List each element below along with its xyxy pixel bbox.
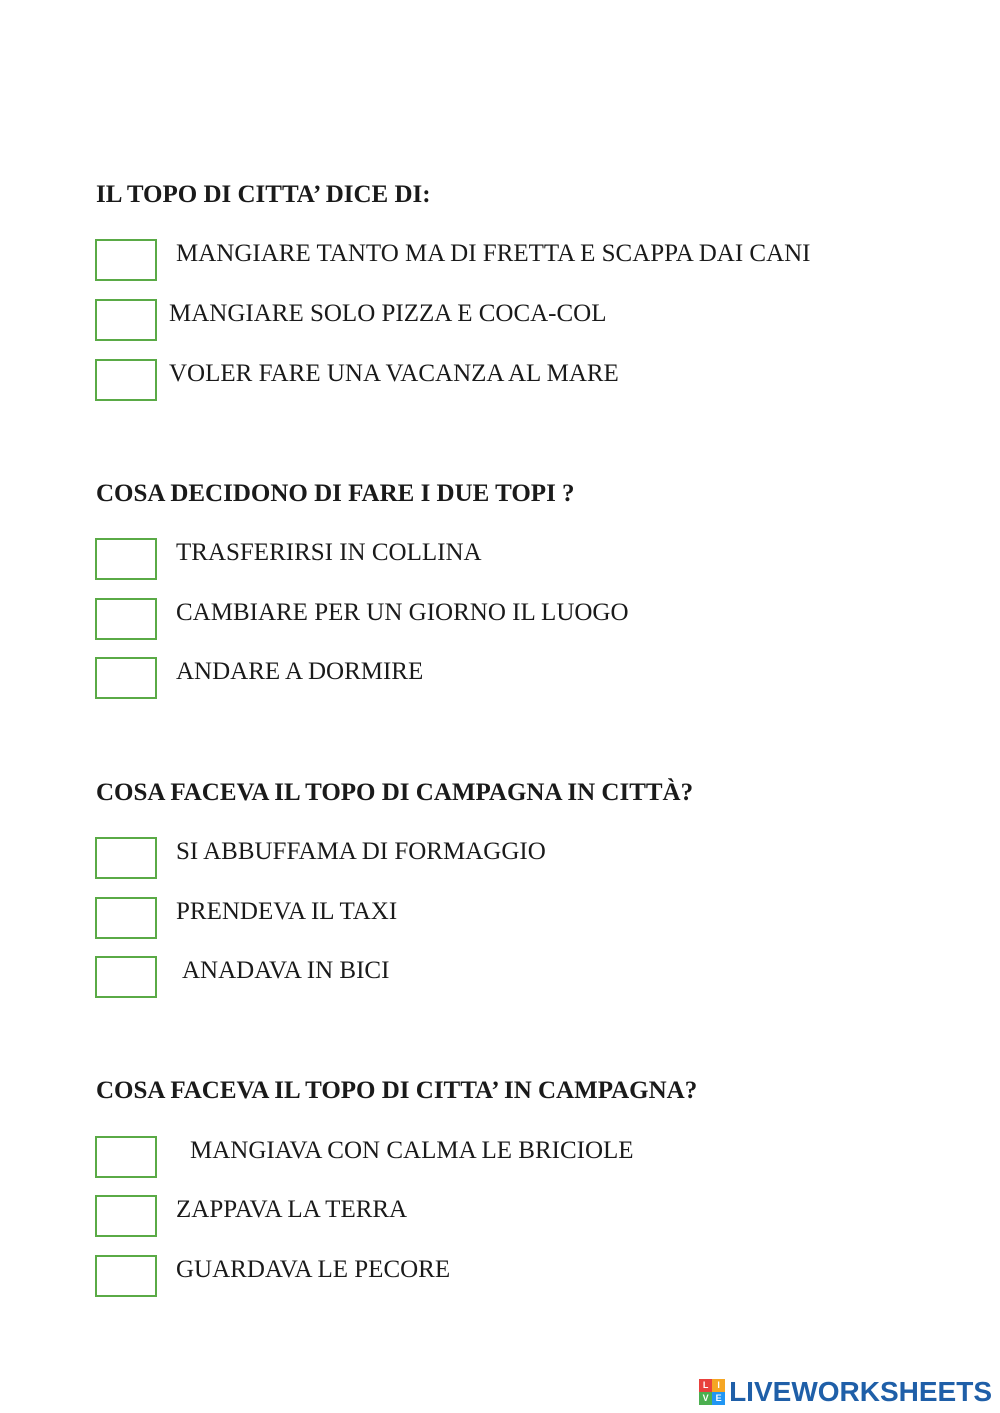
answer-checkbox[interactable] — [95, 299, 157, 341]
logo-letter: I — [712, 1379, 725, 1392]
answer-checkbox[interactable] — [95, 956, 157, 998]
answer-option: CAMBIARE PER UN GIORNO IL LUOGO — [176, 599, 629, 626]
answer-option: ANDARE A DORMIRE — [176, 658, 424, 685]
liveworksheets-brand — [699, 1375, 992, 1409]
answer-option: ANADAVA IN BICI — [182, 957, 390, 984]
answer-option: PRENDEVA IL TAXI — [176, 898, 398, 925]
answer-checkbox[interactable] — [95, 897, 157, 939]
liveworksheets-wordmark: LIVEWORKSHEETS — [729, 1376, 992, 1407]
answer-option: GUARDAVA LE PECORE — [176, 1256, 451, 1283]
answer-checkbox[interactable] — [95, 538, 157, 580]
answer-checkbox[interactable] — [95, 359, 157, 401]
question-1-title: IL TOPO DI CITTA’ DICE DI: — [96, 181, 431, 208]
answer-checkbox[interactable] — [95, 837, 157, 879]
answer-option: SI ABBUFFAMA DI FORMAGGIO — [176, 838, 546, 865]
logo-letter: E — [712, 1392, 725, 1405]
question-3-title: COSA FACEVA IL TOPO DI CAMPAGNA IN CITTÀ? — [96, 779, 694, 806]
answer-option: MANGIARE TANTO MA DI FRETTA E SCAPPA DAI CANI — [176, 240, 811, 267]
question-2-title: COSA DECIDONO DI FARE I DUE TOPI ? — [96, 480, 575, 507]
logo-letter: L — [699, 1379, 712, 1392]
liveworksheets-logo-icon — [699, 1379, 725, 1405]
answer-checkbox[interactable] — [95, 239, 157, 281]
answer-checkbox[interactable] — [95, 657, 157, 699]
question-4-title: COSA FACEVA IL TOPO DI CITTA’ IN CAMPAGNA? — [96, 1077, 698, 1104]
logo-letter: V — [699, 1392, 712, 1405]
answer-checkbox[interactable] — [95, 1136, 157, 1178]
answer-option: ZAPPAVA LA TERRA — [176, 1196, 408, 1223]
answer-checkbox[interactable] — [95, 1195, 157, 1237]
answer-option: MANGIAVA CON CALMA LE BRICIOLE — [190, 1137, 634, 1164]
answer-option: MANGIARE SOLO PIZZA E COCA-COL — [169, 300, 607, 327]
answer-checkbox[interactable] — [95, 598, 157, 640]
answer-option: TRASFERIRSI IN COLLINA — [176, 539, 482, 566]
answer-option: VOLER FARE UNA VACANZA AL MARE — [169, 360, 619, 387]
answer-checkbox[interactable] — [95, 1255, 157, 1297]
